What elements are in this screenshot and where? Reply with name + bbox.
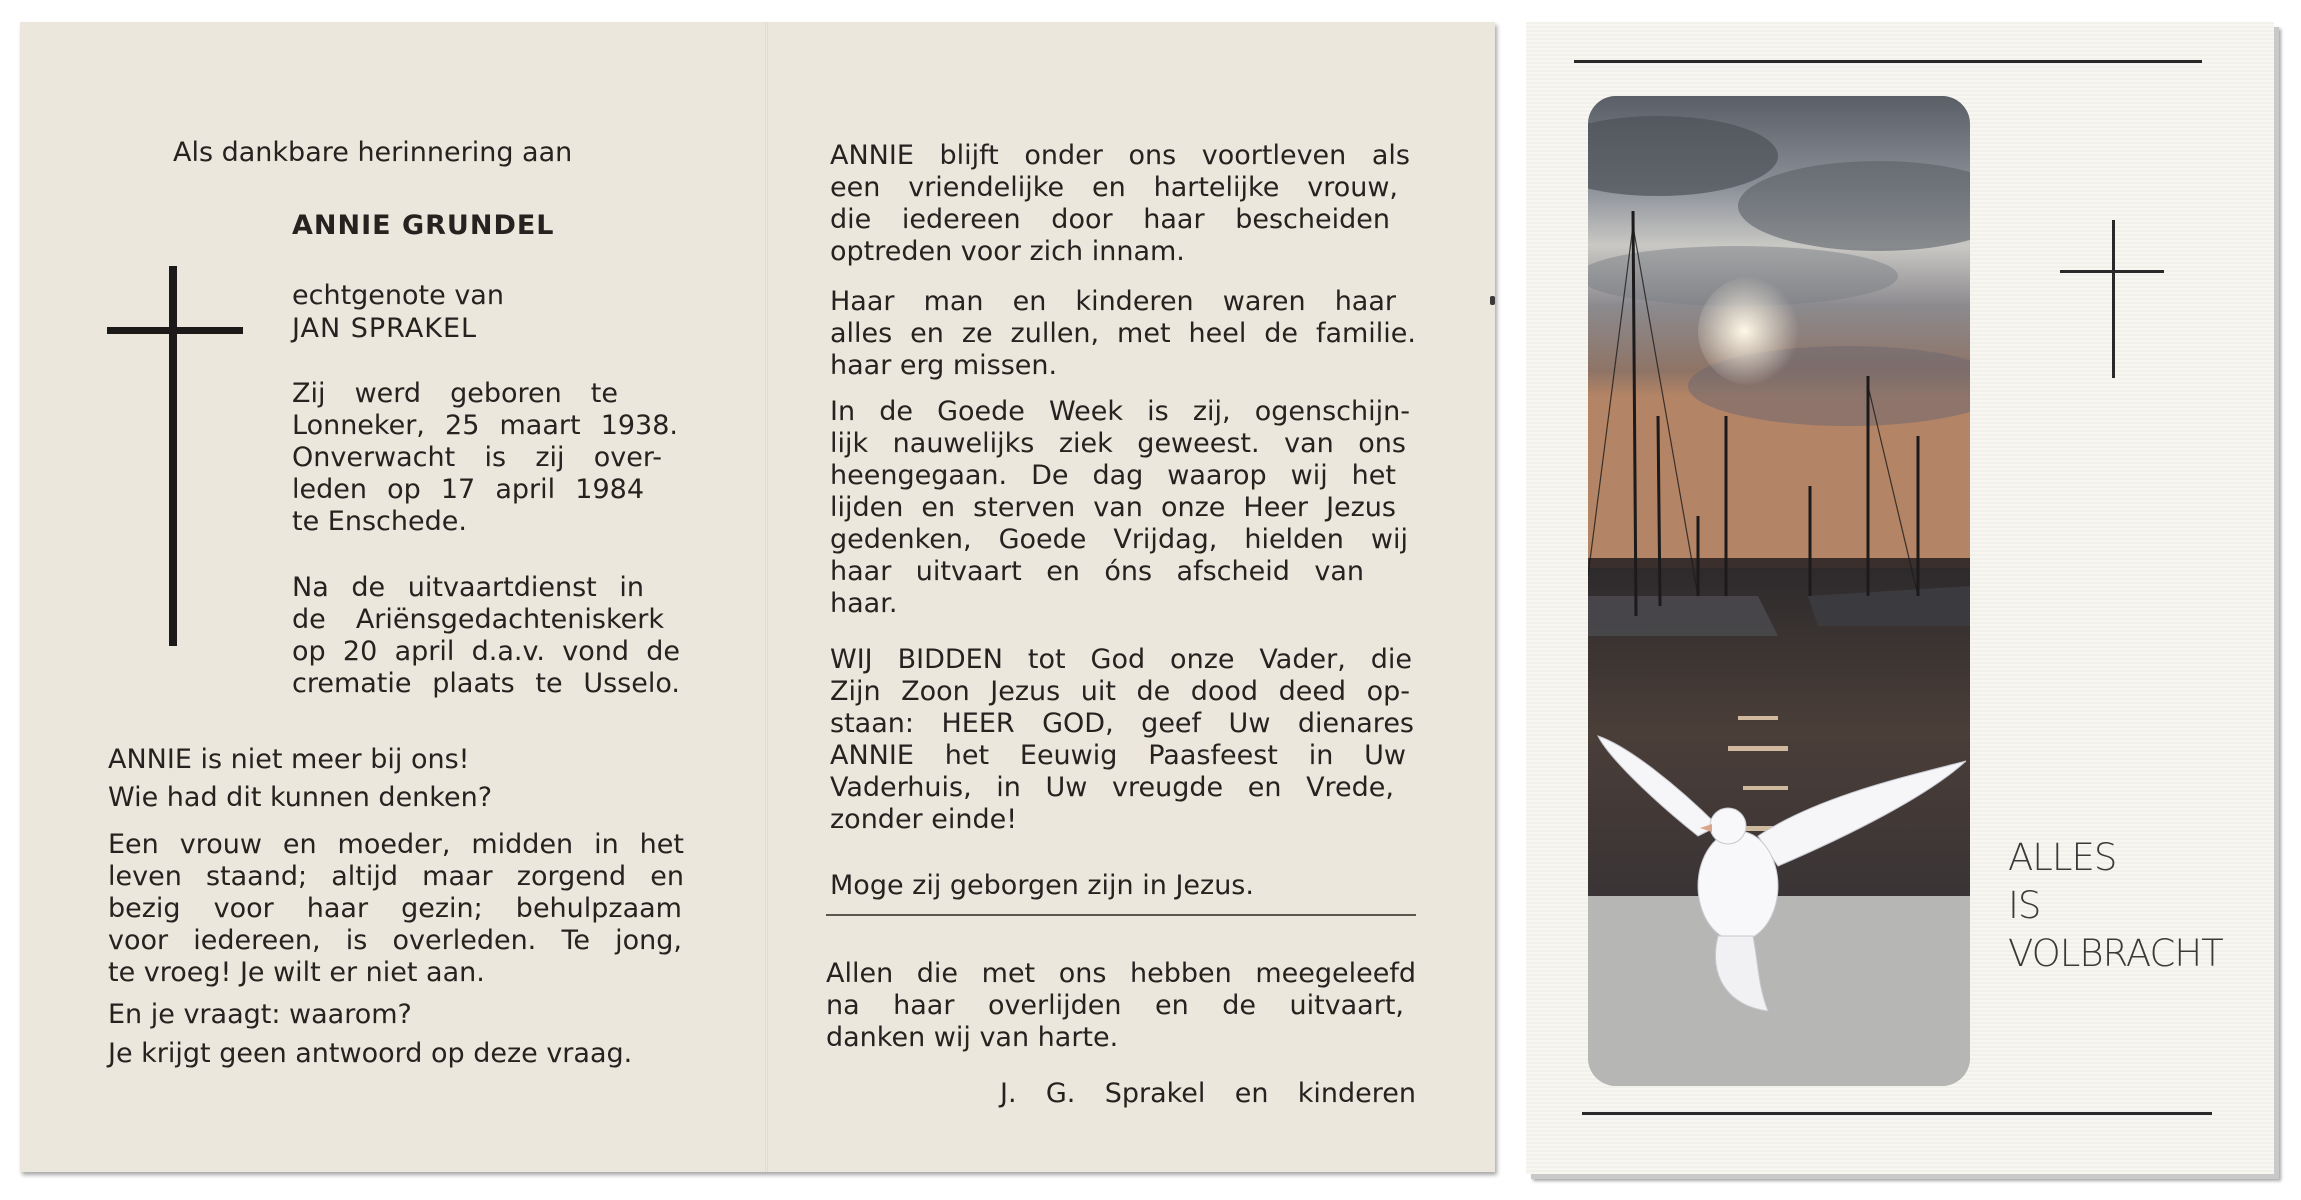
paragraph-line: leven staand; altijd maar zorgend en: [108, 861, 684, 892]
text-line: haar erg missen.: [830, 350, 1058, 381]
intro-text: Als dankbare herinnering aan: [173, 137, 573, 168]
paragraph-line: te vroeg! Je wilt er niet aan.: [108, 957, 485, 988]
birth-line: Onverwacht is zij over-: [292, 442, 662, 473]
poem-line: Wie had dit kunnen denken?: [108, 782, 493, 813]
funeral-line: op 20 april d.a.v. vond de: [292, 636, 680, 667]
spouse-line-2: JAN SPRAKEL: [292, 313, 478, 344]
memorial-card-inside: [20, 22, 1495, 1172]
text-line: Haar man en kinderen waren haar: [830, 286, 1396, 317]
poem-line: ANNIE is niet meer bij ons!: [108, 744, 470, 775]
text-line: WIJ BIDDEN tot God onze Vader, die: [830, 644, 1412, 675]
birth-line: Zij werd geboren te: [292, 378, 618, 409]
harbor-sunset-photo: [1588, 96, 1970, 1086]
closing-line: En je vraagt: waarom?: [108, 999, 412, 1030]
divider: [826, 914, 1416, 916]
text-line: staan: HEER GOD, geef Uw dienares: [830, 708, 1414, 739]
text-line: heengegaan. De dag waarop wij het: [830, 460, 1396, 491]
signature: J. G. Sprakel en kinderen: [1000, 1078, 1416, 1109]
paragraph-line: voor iedereen, is overleden. Te jong,: [108, 925, 682, 956]
text-line: ANNIE blijft onder ons voortleven als: [830, 140, 1410, 171]
paragraph-line: Een vrouw en moeder, midden in het: [108, 829, 684, 860]
thanks-line: na haar overlijden en de uitvaart,: [826, 990, 1404, 1021]
birth-line: leden op 17 april 1984: [292, 474, 644, 505]
paragraph-line: bezig voor haar gezin; behulpzaam: [108, 893, 682, 924]
front-text-line: IS: [2008, 884, 2041, 927]
text-line: lijden en sterven van onze Heer Jezus: [830, 492, 1396, 523]
text-line: Vaderhuis, in Uw vreugde en Vrede,: [830, 772, 1394, 803]
memorial-card-front: [1526, 22, 2274, 1174]
text-line: alles en ze zullen, met heel de familie.: [830, 318, 1416, 349]
text-line: die iedereen door haar bescheiden: [830, 204, 1390, 235]
funeral-line: Na de uitvaartdienst in: [292, 572, 644, 603]
text-line: In de Goede Week is zij, ogenschijn-: [830, 396, 1410, 427]
spouse-line-1: echtgenote van: [292, 280, 504, 311]
funeral-line: crematie plaats te Usselo.: [292, 668, 680, 699]
text-line: lijk nauwelijks ziek geweest. van ons: [830, 428, 1406, 459]
text-line: optreden voor zich innam.: [830, 236, 1185, 267]
fold-mark: [1490, 296, 1495, 305]
blessing-line: Moge zij geborgen zijn in Jezus.: [830, 870, 1254, 901]
funeral-line: de Ariënsgedachteniskerk: [292, 604, 664, 635]
closing-line: Je krijgt geen antwoord op deze vraag.: [108, 1038, 633, 1069]
text-line: zonder einde!: [830, 804, 1018, 835]
text-line: gedenken, Goede Vrijdag, hielden wij: [830, 524, 1408, 555]
text-line: haar uitvaart en óns afscheid van: [830, 556, 1364, 587]
deceased-name: ANNIE GRUNDEL: [292, 210, 555, 241]
card-fold: [765, 22, 768, 1172]
birth-line: te Enschede.: [292, 506, 467, 537]
text-line: haar.: [830, 588, 898, 619]
bottom-rule: [1582, 1112, 2212, 1115]
front-text-line: VOLBRACHT: [2008, 932, 2223, 975]
thanks-line: danken wij van harte.: [826, 1022, 1119, 1053]
text-line: Zijn Zoon Jezus uit de dood deed op-: [830, 676, 1410, 707]
text-line: een vriendelijke en hartelijke vrouw,: [830, 172, 1398, 203]
front-text-line: ALLES: [2008, 836, 2117, 879]
thanks-line: Allen die met ons hebben meegeleefd: [826, 958, 1416, 989]
birth-line: Lonneker, 25 maart 1938.: [292, 410, 678, 441]
top-rule: [1574, 60, 2202, 63]
text-line: ANNIE het Eeuwig Paasfeest in Uw: [830, 740, 1406, 771]
